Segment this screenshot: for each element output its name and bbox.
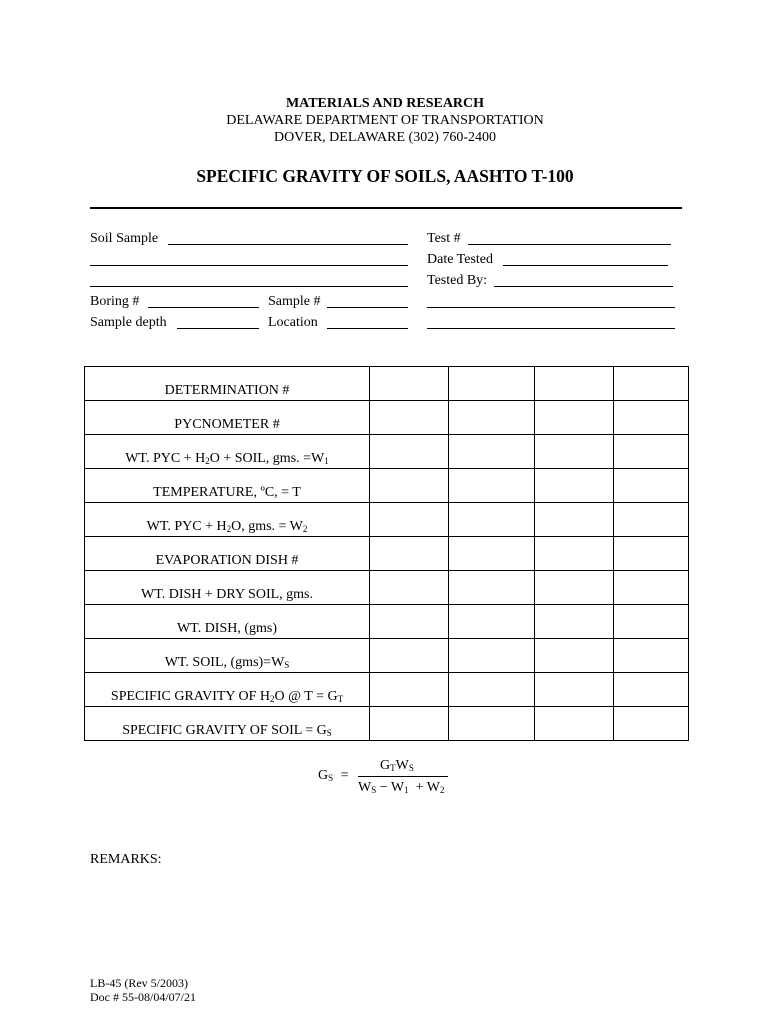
value-cell[interactable]: [370, 503, 449, 537]
remarks-label: REMARKS:: [90, 852, 162, 867]
table-row: [85, 639, 689, 673]
row-label-tail: O @ T = G: [274, 688, 338, 704]
row-label-sub2: 2: [302, 523, 308, 534]
value-cell[interactable]: [370, 639, 449, 673]
row-label: [85, 367, 370, 401]
test-data-table: [84, 366, 689, 741]
row-label: [85, 469, 370, 503]
table-row: [85, 707, 689, 741]
boring-label: Boring #: [90, 294, 140, 309]
value-cell[interactable]: [370, 673, 449, 707]
soil-sample-label: Soil Sample: [90, 231, 159, 246]
row-label-sub: 2: [226, 523, 232, 534]
formula-lhs: [318, 768, 349, 784]
value-cell[interactable]: [449, 503, 535, 537]
sample-no-field[interactable]: [327, 307, 408, 308]
value-cell[interactable]: [614, 707, 689, 741]
value-cell[interactable]: [449, 605, 535, 639]
value-cell[interactable]: [449, 673, 535, 707]
value-cell[interactable]: [614, 435, 689, 469]
department-name: DELAWARE DEPARTMENT OF TRANSPORTATION: [226, 113, 544, 128]
row-label-text: [85, 505, 369, 535]
row-label: [85, 673, 370, 707]
value-cell[interactable]: [535, 469, 614, 503]
row-label-sub: 2: [205, 455, 210, 466]
formula-numerator: [380, 758, 414, 774]
tested-by-label: Tested By:: [427, 273, 488, 288]
form-number: LB-45 (Rev 5/2003): [90, 976, 188, 990]
value-cell[interactable]: [614, 503, 689, 537]
value-cell[interactable]: [535, 639, 614, 673]
row-label-main: DETERMINATION #: [164, 382, 290, 398]
doc-number: Doc # 55-08/04/07/21: [90, 990, 196, 1004]
row-label: [85, 707, 370, 741]
value-cell[interactable]: [614, 367, 689, 401]
row-label: [85, 639, 370, 673]
value-cell[interactable]: [614, 401, 689, 435]
row-label-text: [85, 539, 369, 569]
row-label-main: EVAPORATION DISH #: [155, 552, 299, 568]
address-line: DOVER, DELAWARE (302) 760-2400: [273, 130, 497, 145]
row-label-text: [85, 641, 369, 671]
den-ws: W: [358, 780, 372, 795]
row-label-main: WT. SOIL, (gms)=W: [164, 654, 285, 670]
table-row: [85, 435, 689, 469]
value-cell[interactable]: [449, 537, 535, 571]
value-cell[interactable]: [535, 537, 614, 571]
row-label-text: [85, 709, 369, 739]
row-label-text: [85, 607, 369, 637]
num-g: G: [380, 758, 391, 773]
num-g-sub: T: [390, 763, 396, 773]
value-cell[interactable]: [535, 673, 614, 707]
table-row: [85, 605, 689, 639]
row-label: [85, 571, 370, 605]
row-label-text: [85, 675, 369, 705]
remarks-area[interactable]: [90, 872, 682, 932]
table-row: [85, 571, 689, 605]
value-cell[interactable]: [449, 367, 535, 401]
row-label-sub2: T: [337, 693, 344, 704]
form-title: SPECIFIC GRAVITY OF SOILS, AASHTO T-100: [196, 166, 574, 186]
value-cell[interactable]: [535, 605, 614, 639]
row-label-main: WT. PYC + H: [125, 450, 206, 466]
date-tested-field[interactable]: [503, 265, 668, 266]
table-row: [85, 401, 689, 435]
tested-by-field-line2[interactable]: [427, 307, 675, 308]
value-cell[interactable]: [535, 401, 614, 435]
value-cell[interactable]: [370, 537, 449, 571]
row-label-main: WT. DISH + DRY SOIL, gms.: [140, 586, 313, 602]
value-cell[interactable]: [370, 367, 449, 401]
row-label: [85, 401, 370, 435]
den-plus: +: [415, 780, 424, 795]
sample-no-label: Sample #: [268, 294, 321, 309]
den-minus: −: [379, 780, 388, 795]
row-label-sub: 2: [270, 693, 275, 704]
value-cell[interactable]: [535, 707, 614, 741]
row-label-main: SPECIFIC GRAVITY OF H: [110, 688, 271, 704]
row-label: [85, 503, 370, 537]
den-w1-sub: 1: [404, 785, 409, 795]
soil-sample-field-line2[interactable]: [90, 265, 408, 266]
value-cell[interactable]: [449, 435, 535, 469]
value-cell[interactable]: [614, 469, 689, 503]
row-label-text: [85, 573, 369, 603]
org-name: MATERIALS AND RESEARCH: [285, 96, 485, 111]
formula-equals: =: [340, 768, 349, 783]
row-label-main: SPECIFIC GRAVITY OF SOIL = G: [122, 722, 327, 738]
table-row: [85, 469, 689, 503]
value-cell[interactable]: [370, 435, 449, 469]
tested-by-field[interactable]: [494, 286, 673, 287]
value-cell[interactable]: [370, 605, 449, 639]
row-label-tail: O + SOIL, gms. =W: [209, 450, 325, 466]
value-cell[interactable]: [614, 605, 689, 639]
num-w: W: [395, 758, 409, 773]
den-w2: W: [426, 780, 440, 795]
den-ws-sub: S: [371, 785, 377, 795]
value-cell[interactable]: [614, 537, 689, 571]
test-no-field[interactable]: [468, 244, 671, 245]
value-cell[interactable]: [535, 435, 614, 469]
value-cell[interactable]: [535, 503, 614, 537]
boring-field[interactable]: [148, 307, 259, 308]
test-no-label: Test #: [427, 231, 461, 246]
value-cell[interactable]: [535, 367, 614, 401]
row-label-text: [85, 471, 369, 501]
row-label-text: [85, 369, 369, 399]
value-cell[interactable]: [370, 469, 449, 503]
row-label-sub2: 1: [324, 455, 329, 466]
table-row: [85, 367, 689, 401]
den-w2-sub: 2: [439, 785, 445, 795]
row-label-text: [85, 437, 369, 467]
location-field[interactable]: [327, 328, 408, 329]
row-label-main: PYCNOMETER #: [174, 416, 280, 432]
row-label-sub: S: [284, 659, 290, 670]
num-w-sub: S: [408, 763, 414, 773]
value-cell[interactable]: [614, 571, 689, 605]
formula-lhs-sub: S: [328, 773, 334, 783]
table-row: [85, 503, 689, 537]
sample-depth-field[interactable]: [177, 328, 259, 329]
date-tested-label: Date Tested: [427, 252, 494, 267]
formula-lhs-symbol: G: [318, 768, 329, 783]
value-cell[interactable]: [370, 707, 449, 741]
row-label-text: [85, 403, 369, 433]
row-label-main: TEMPERATURE, ºC, = T: [153, 484, 301, 500]
tested-by-field-line3[interactable]: [427, 328, 675, 329]
den-w1: W: [390, 780, 405, 795]
value-cell[interactable]: [449, 469, 535, 503]
row-label-sub: S: [326, 727, 332, 738]
value-cell[interactable]: [449, 401, 535, 435]
value-cell[interactable]: [449, 571, 535, 605]
row-label-main: WT. PYC + H: [146, 518, 227, 534]
row-label: [85, 537, 370, 571]
soil-sample-field-line3[interactable]: [90, 286, 408, 287]
location-label: Location: [268, 315, 318, 330]
value-cell[interactable]: [614, 639, 689, 673]
row-label: [85, 435, 370, 469]
soil-sample-field[interactable]: [168, 244, 408, 245]
row-label: [85, 605, 370, 639]
fraction-bar: [358, 776, 448, 777]
table-row: [85, 673, 689, 707]
value-cell[interactable]: [535, 571, 614, 605]
value-cell[interactable]: [614, 673, 689, 707]
value-cell[interactable]: [449, 639, 535, 673]
value-cell[interactable]: [370, 571, 449, 605]
row-label-tail: O, gms. = W: [231, 518, 303, 534]
value-cell[interactable]: [449, 707, 535, 741]
title-rule: [90, 207, 682, 209]
value-cell[interactable]: [370, 401, 449, 435]
formula-denominator: [358, 780, 444, 796]
table-row: [85, 537, 689, 571]
row-label-main: WT. DISH, (gms): [176, 620, 278, 636]
sample-depth-label: Sample depth: [90, 315, 167, 330]
